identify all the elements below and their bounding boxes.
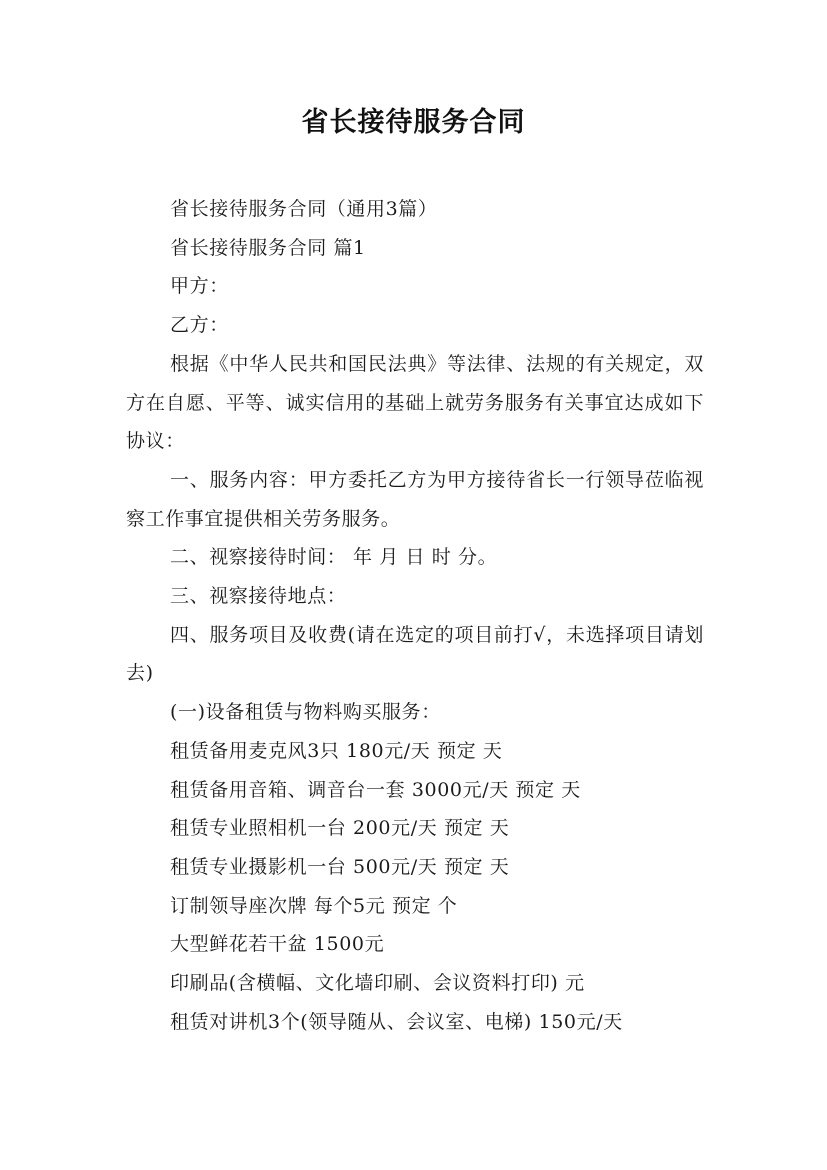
paragraph: 省长接待服务合同（通用3篇） [170,198,438,220]
paragraph: 租赁备用麦克风3只 180元/天 预定 天 [170,739,503,762]
paragraph: 订制领导座次牌 每个5元 预定 个 [170,894,458,917]
paragraph: 印刷品(含横幅、文化墙印刷、会议资料打印) 元 [170,972,585,995]
paragraph: 一、服务内容：甲方委托乙方为甲方接待省长一行领导莅临视察工作事宜提供相关劳务服务。 [126,468,704,530]
document-body [126,190,704,1041]
paragraph: 大型鲜花若干盆 1500元 [170,933,385,956]
paragraph: 租赁专业照相机一台 200元/天 预定 天 [170,817,510,840]
paragraph: 租赁专业摄影机一台 500元/天 预定 天 [170,855,510,878]
paragraph: 四、服务项目及收费(请在选定的项目前打√，未选择项目请划去) [126,623,704,685]
paragraph: 租赁对讲机3个(领导随从、会议室、电梯) 150元/天 [170,1010,623,1033]
paragraph: (一)设备租赁与物料购买服务： [170,701,441,724]
paragraph: 乙方： [170,314,229,337]
paragraph: 三、视察接待地点： [170,585,347,608]
paragraph: 甲方： [170,275,229,298]
paragraph: 二、视察接待时间： 年 月 日 时 分。 [170,546,498,569]
document-title: 省长接待服务合同 [301,107,526,138]
paragraph: 根据《中华人民共和国民法典》等法律、法规的有关规定，双方在自愿、平等、诚实信用的基础上就劳务服务有关事宜达成如下协议： [126,352,704,453]
paragraph: 租赁备用音箱、调音台一套 3000元/天 预定 天 [170,778,581,801]
paragraph: 省长接待服务合同 篇1 [170,236,366,259]
